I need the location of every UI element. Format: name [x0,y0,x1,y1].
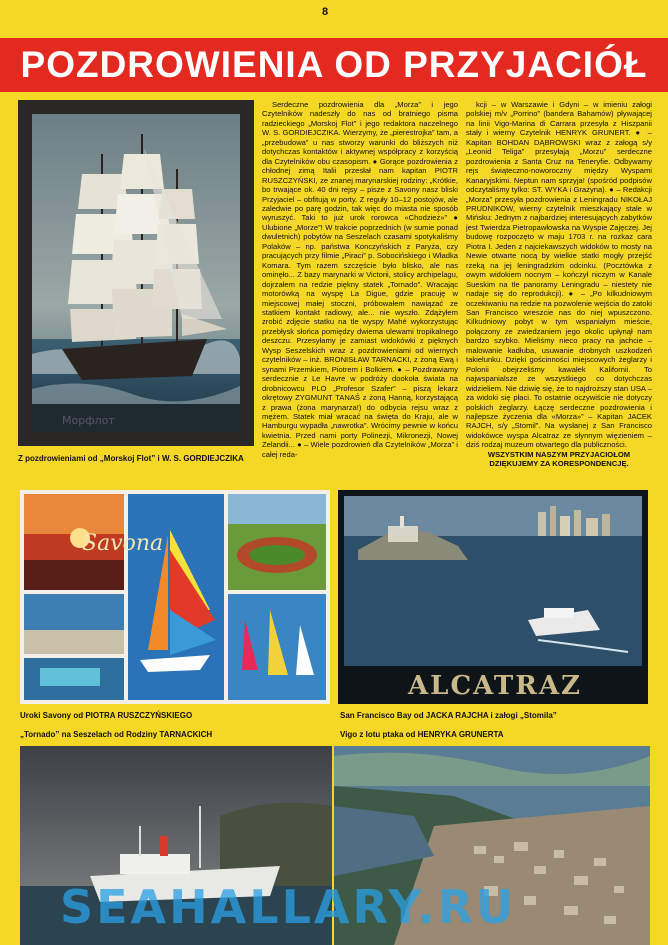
savona-postcard [20,490,330,704]
tornado-caption: „Tornado” na Seszelach od Rodziny TARNACKICH [20,730,213,739]
painting-signature: Морфлот [62,414,115,427]
savona-script: Savona [82,531,164,556]
article-column-1 [262,100,458,459]
article-paragraph: Serdeczne pozdrowienia dla „Morza” i jego Czytelników nadeszły do nas od bratniego pisma radzieckiego „Morskoj Flot” i jego redaktora naczelnego W. S. GORDIEJCZIKA. Wierzymy, że „pierestrojka” tam, a „przebudowa” u nas stworzy warunki do bliższych niż dotychczas kontaktów i aktywnej współpracy z korzyścią dla Czytelników obu czasopism. ● Gorące pozdrowienia z chłodnej zimą Italii przesłał nam kapitan PIOTR RUSZCZYŃSKI, ze znanej marynarskiej rodziny: „Krótkie, bo trwające ok. 40 dni rejsy – pisze z Savony nasz bliski Przyjaciel – obfitują w porty. Z reguły 10–12 postojów, ale zaledwie po parę godzin, tak więc do miasta nie sposób wyruszyć. Taki to już urok rorowca «Chodzież»” ● Ulubione „Morze”! W trakcie poprzednich (w sumie ponad dwuletnich) pobytów na Seszelach czasami spotykaliśmy Polaków – np. państwa Konczyńskich z Paryża, czy pracujących przy filmie „Piraci” p. Sobocińskiego i Władka Komara. Tym razem szczęście było blisko, ale nas ominęło... Z bazy marynarki w Victorii, stolicy archipelagu, dojrzałem na redzie piękny statek „Tornado”. Wracając motorówką na wyspę La Digue, gdzie pracuję w miejscowej małej stoczni, próbowałem nawiązać ze statkiem kontakt radiowy, ale... nie wyszło. Zdążyłem zrobić zdjęcie statku na tle wyspy Mahé wykorzystując przebłysk słońca pomiędzy dwiema ulewami tropikalnego deszczu. Przesyłamy je zamiast widokówki z pięknych Wysp Seszelskich wraz z pozdrowieniami od wiernych czytelników – inż. BRONISŁAW TARNACKI, z żoną Ewą i synami Przemkiem, Piotrem i Bolkiem. ● – Pozdrawiamy serdecznie z Le Havre w podróży dookoła świata na drobnicowcu PLO „Profesor Szafer” – piszą lekarz okrętowy ZYGMUNT TANAŚ z żoną Hanną, korzystającą z prawa (żona marynarza!) do odbycia rejsu wraz z mężem. Statek miał wracać na święta do Kraju, ale w Hamburgu wypadła „nawrotka”. Wrócimy pewnie w końcu kwietnia. Przed nami porty Polinezji, Mikronezji, Nowej Zelandii... ● – Wiele pozdrowień dla Czytelników „Morza” i całej reda- [262,100,458,459]
watermark: SEAHALLARY.RU [60,880,517,934]
alcatraz-label: ALCATRAZ [408,671,583,701]
sf-caption: San Francisco Bay od JACKA RAJCHA i załogi „Stomila” [340,711,557,720]
savona-caption: Uroki Savony od PIOTRA RUSZCZYŃSKIEGO [20,711,193,720]
painting-caption: Z pozdrowieniami od „Morskoj Flot” i W. S. GORDIEJCZIKA [18,454,244,463]
article-column-2 [466,100,652,469]
title-banner [0,38,668,92]
vigo-caption: Vigo z lotu ptaka od HENRYKA GRUNERTA [340,730,504,739]
ship-painting-image [32,114,240,432]
ship-painting [18,100,254,446]
alcatraz-image [338,490,648,704]
page-number: 8 [322,6,329,18]
alcatraz-postcard [338,490,648,704]
article-paragraph: kcji – w Warszawie i Gdyni – w imieniu załogi polskiej m/v „Porrino” (bandera Bahamów) pływającej na linii Vigo-Marina di Carrara przesyła z Hiszpanii stały i wierny Czytelnik HENRYK GRUNERT. ● –Kapitan BOHDAN DĄBROWSKI wraz z załogą s/y „Leonid Teliga” przesyłają „Morzu” serdeczne pozdrowienia z Santa Cruz na Teneryfie. Odbywamy rejs świąteczno-noworoczny między Wyspami Kanaryjskimi. Neptun nam sprzyja! (spośród podpisów odczytaliśmy tylko: ST. WYKA i Grażyna). ● – Redakcji „Morza” przesyła pozdrowienia z Leningradu NIKOŁAJ PRUDNIKOW, wierny czytelnik mieszkający stale w Mińsku: Jednym z najbardziej interesujących zabytków jest Twierdza Pietropawłowska na Wyspie Zajęczej. Jej budowę rozpoczęto w maju 1703 r. na rozkaz cara Piotra I. Jeden z najciekawszych widoków to mosty na Newie otwarte nocą by wielkie statki mogły przejść rzeką na jej leningradzkim odcinku. (Pocztówka z owym widokiem nocnym – kończył niczym w Kanale Sueskim na tle panoramy Leningradu – niestety nie nadaje się do reprodukcji). ● – „Po kilkudniowym oczekiwaniu na redzie na pozwolenie wejścia do zatoki San Francisco wreszcie nas do niej wpuszczono. Kilkudniowy pobyt w tym wspaniałym mieście, połączony ze zwiedzaniem jego okolic upłynął nam bardzo szybko. Mieliśmy nieco pracy na jachcie – malowanie kadłuba, usuwanie drobnych uszkodzeń takielunku. Dzięki gościnności miejscowych żeglarzy i Polonii obejrzeliśmy kawałek Kalifornii. To najwspanialsze ze wszystkiego co dotychczas widzieliem. Nie dziwię się, że to najdroższy stan USA – za widoki się płaci. To ostatnie oczywiście nie dotyczy polskich żeglarzy. Łączę serdeczne pozdrowienia i najlepsze życzenia dla «Morza»” – Kapitan JACEK RAJCH, s/y „Stomil”. Na wysłanej z San Francisco widokówce wyspa Alcatraz ze słynnym więzieniem – dziś rodzaj muzeum otwartego dla publiczności. [466,100,652,450]
page-title: POZDROWIENIA OD PRZYJACIÓŁ [20,44,648,85]
closing-note: WSZYSTKIM NASZYM PRZYJACIOŁOM DZIĘKUJEMY ZA KORESPONDENCJĘ. [487,449,631,469]
savona-collage-image [20,490,330,704]
